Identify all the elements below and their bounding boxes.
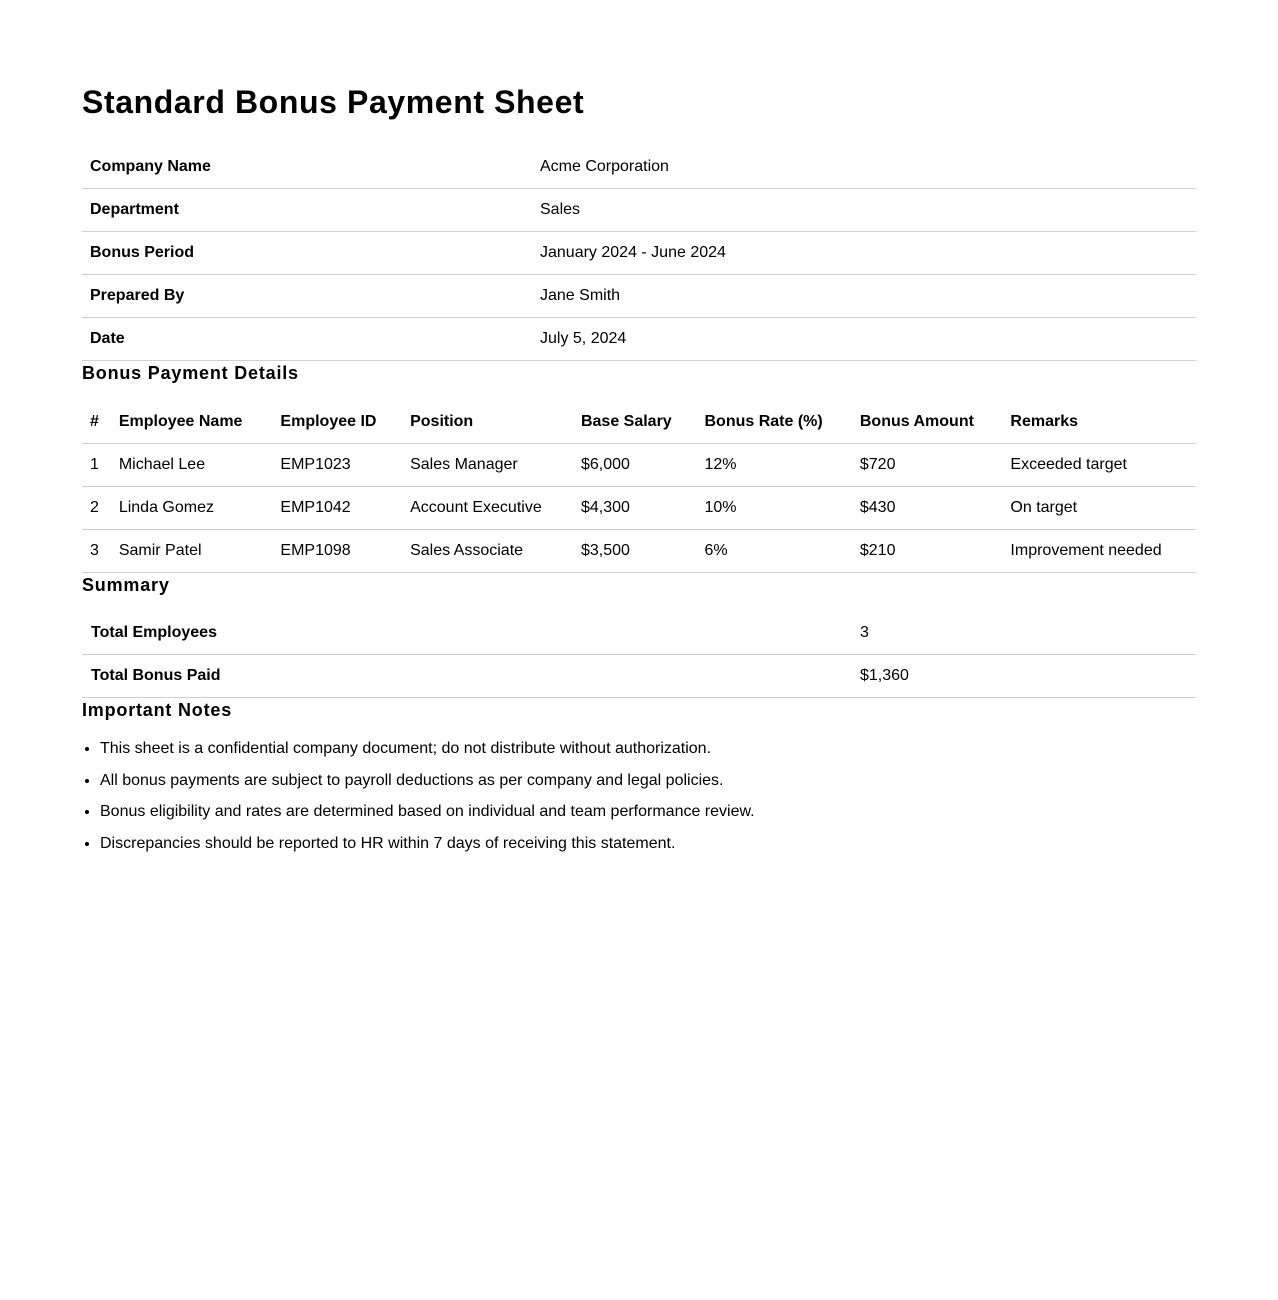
cell-bonus-amount: $210 [852,530,1003,573]
column-header-number: # [82,400,111,444]
column-header-employee-id: Employee ID [272,400,402,444]
cell-employee-name: Michael Lee [111,444,273,487]
cell-bonus-rate: 10% [697,487,852,530]
info-row-prepared-by [82,275,1196,318]
info-row-bonus-period [82,232,1196,275]
column-header-bonus-rate: Bonus Rate (%) [697,400,852,444]
table-row [82,487,1196,530]
details-heading: Bonus Payment Details [82,363,299,383]
summary-label: Total Employees [82,612,852,655]
cell-number: 2 [82,487,111,530]
info-value: January 2024 - June 2024 [532,232,1196,275]
summary-value: 3 [852,612,1196,655]
cell-number: 1 [82,444,111,487]
cell-base-salary: $3,500 [573,530,697,573]
notes-list [82,739,1196,854]
column-header-bonus-amount: Bonus Amount [852,400,1003,444]
summary-row-total-employees [82,612,1196,655]
list-item: • This sheet is a confidential company document; do not distribute without authorization. [100,739,1196,759]
column-header-base-salary: Base Salary [573,400,697,444]
column-header-employee-name: Employee Name [111,400,273,444]
cell-employee-id: EMP1042 [272,487,402,530]
summary-value: $1,360 [852,655,1196,698]
list-item: • Discrepancies should be reported to HR within 7 days of receiving this statement. [100,834,1196,854]
cell-position: Sales Manager [402,444,573,487]
list-item: • Bonus eligibility and rates are determined based on individual and team performance review. [100,802,1196,822]
info-value: Acme Corporation [532,145,1196,189]
cell-number: 3 [82,530,111,573]
summary-table [82,612,1196,698]
summary-label: Total Bonus Paid [82,655,852,698]
info-label: Company Name [82,145,532,189]
info-row-department [82,189,1196,232]
info-label: Department [82,189,532,232]
info-value: July 5, 2024 [532,318,1196,361]
cell-bonus-rate: 6% [697,530,852,573]
company-info-table [82,145,1196,361]
cell-position: Account Executive [402,487,573,530]
info-label: Prepared By [82,275,532,318]
info-value: Sales [532,189,1196,232]
cell-employee-id: EMP1098 [272,530,402,573]
summary-row-total-bonus-paid [82,655,1196,698]
cell-base-salary: $4,300 [573,487,697,530]
cell-employee-name: Linda Gomez [111,487,273,530]
cell-employee-id: EMP1023 [272,444,402,487]
summary-heading: Summary [82,575,170,595]
cell-base-salary: $6,000 [573,444,697,487]
table-header-row [82,400,1196,444]
cell-bonus-amount: $430 [852,487,1003,530]
cell-bonus-rate: 12% [697,444,852,487]
cell-remarks: On target [1002,487,1196,530]
cell-employee-name: Samir Patel [111,530,273,573]
cell-remarks: Improvement needed [1002,530,1196,573]
info-value: Jane Smith [532,275,1196,318]
info-label: Date [82,318,532,361]
info-row-date [82,318,1196,361]
cell-remarks: Exceeded target [1002,444,1196,487]
info-row-company-name [82,145,1196,189]
page-title: Standard Bonus Payment Sheet [82,84,585,120]
cell-bonus-amount: $720 [852,444,1003,487]
column-header-position: Position [402,400,573,444]
cell-position: Sales Associate [402,530,573,573]
table-row [82,530,1196,573]
bonus-details-table [82,400,1196,573]
list-item: • All bonus payments are subject to payroll deductions as per company and legal policies. [100,771,1196,791]
notes-heading: Important Notes [82,700,233,720]
column-header-remarks: Remarks [1002,400,1196,444]
table-row [82,444,1196,487]
info-label: Bonus Period [82,232,532,275]
